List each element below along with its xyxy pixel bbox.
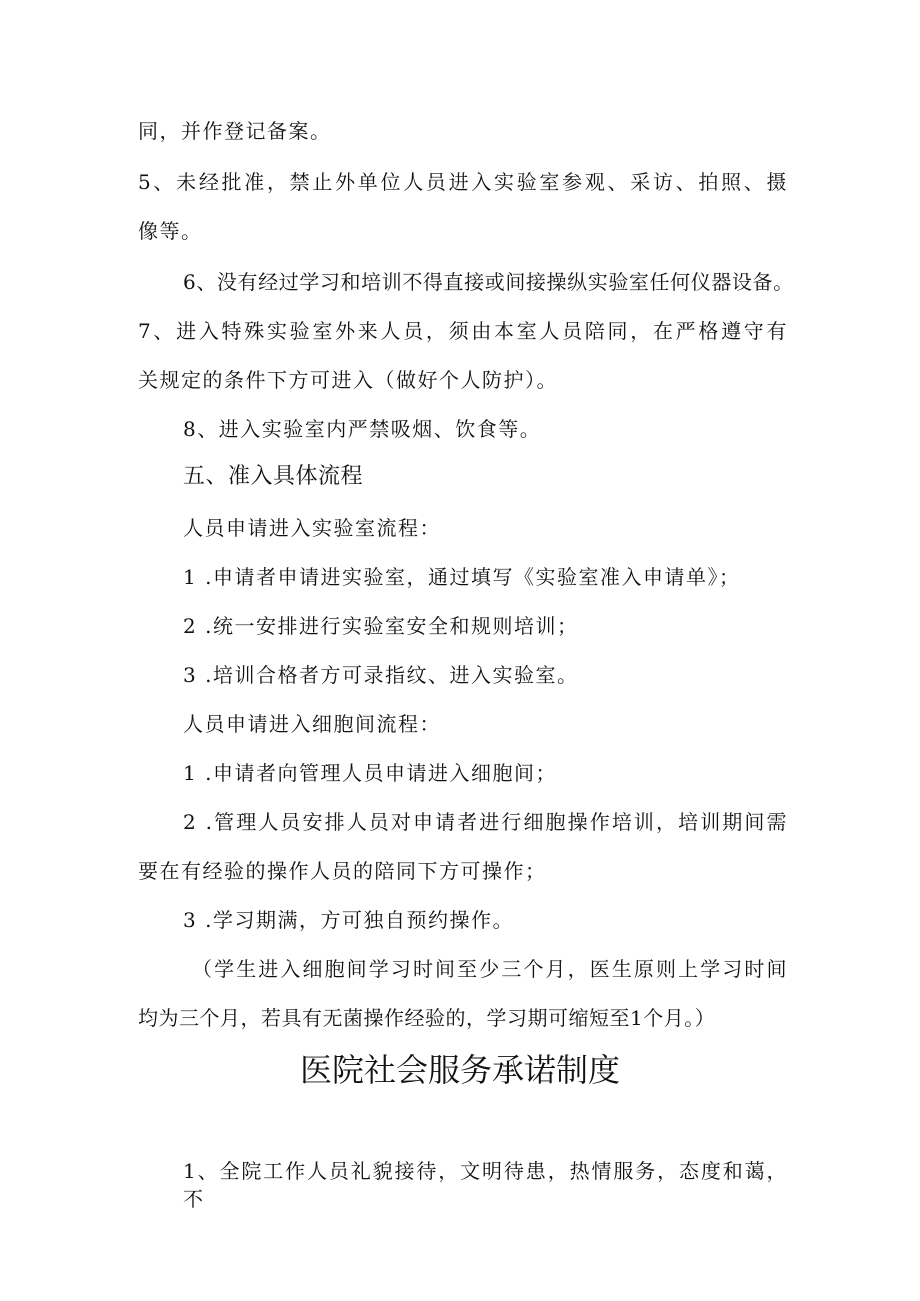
lab-step-3: 3 .培训合格者方可录指纹、进入实验室。 [183,663,579,687]
cell-step-1: 1 .申请者向管理人员申请进入细胞间； [183,761,557,785]
rule-item-6: 6、没有经过学习和培训不得直接或间接操纵实验室任何仪器设备。 [183,270,794,294]
document-title: 医院社会服务承诺制度 [299,1051,620,1089]
commitment-item-1: 1、全院工作人员礼貌接待，文明待患，热情服务，态度和蔼，不 [183,1159,788,1211]
cell-room-procedure-intro: 人员申请进入细胞间流程： [183,712,441,736]
lab-procedure-intro: 人员申请进入实验室流程： [183,516,441,540]
cell-step-2-continuation: 要在有经验的操作人员的陪同下方可操作； [138,859,547,883]
cell-step-2: 2 .管理人员安排人员对申请者进行细胞操作培训，培训期间需 [183,810,788,834]
training-note: （学生进入细胞间学习时间至少三个月，医生原则上学习时间 [192,957,788,981]
rule-item-7-continuation: 关规定的条件下方可进入（做好个人防护）。 [138,368,558,392]
cell-step-3: 3 .学习期满，方可独自预约操作。 [183,908,514,932]
rule-item-7: 7、进入特殊实验室外来人员，须由本室人员陪同，在严格遵守有 [138,319,788,343]
lab-step-1: 1 .申请者申请进实验室，通过填写《实验室准入申请单》； [183,565,741,589]
rule-item-8: 8、进入实验室内严禁吸烟、饮食等。 [183,417,542,441]
paragraph-line: 同，并作登记备案。 [138,119,332,143]
training-note-continuation: 均为三个月，若具有无菌操作经验的，学习期可缩短至1个月。） [138,1006,716,1030]
section-heading: 五、准入具体流程 [183,464,364,489]
rule-item-5-continuation: 像等。 [138,219,203,243]
rule-item-5: 5、未经批准，禁止外单位人员进入实验室参观、采访、拍照、摄 [138,170,788,194]
lab-step-2: 2 .统一安排进行实验室安全和规则培训； [183,614,579,638]
